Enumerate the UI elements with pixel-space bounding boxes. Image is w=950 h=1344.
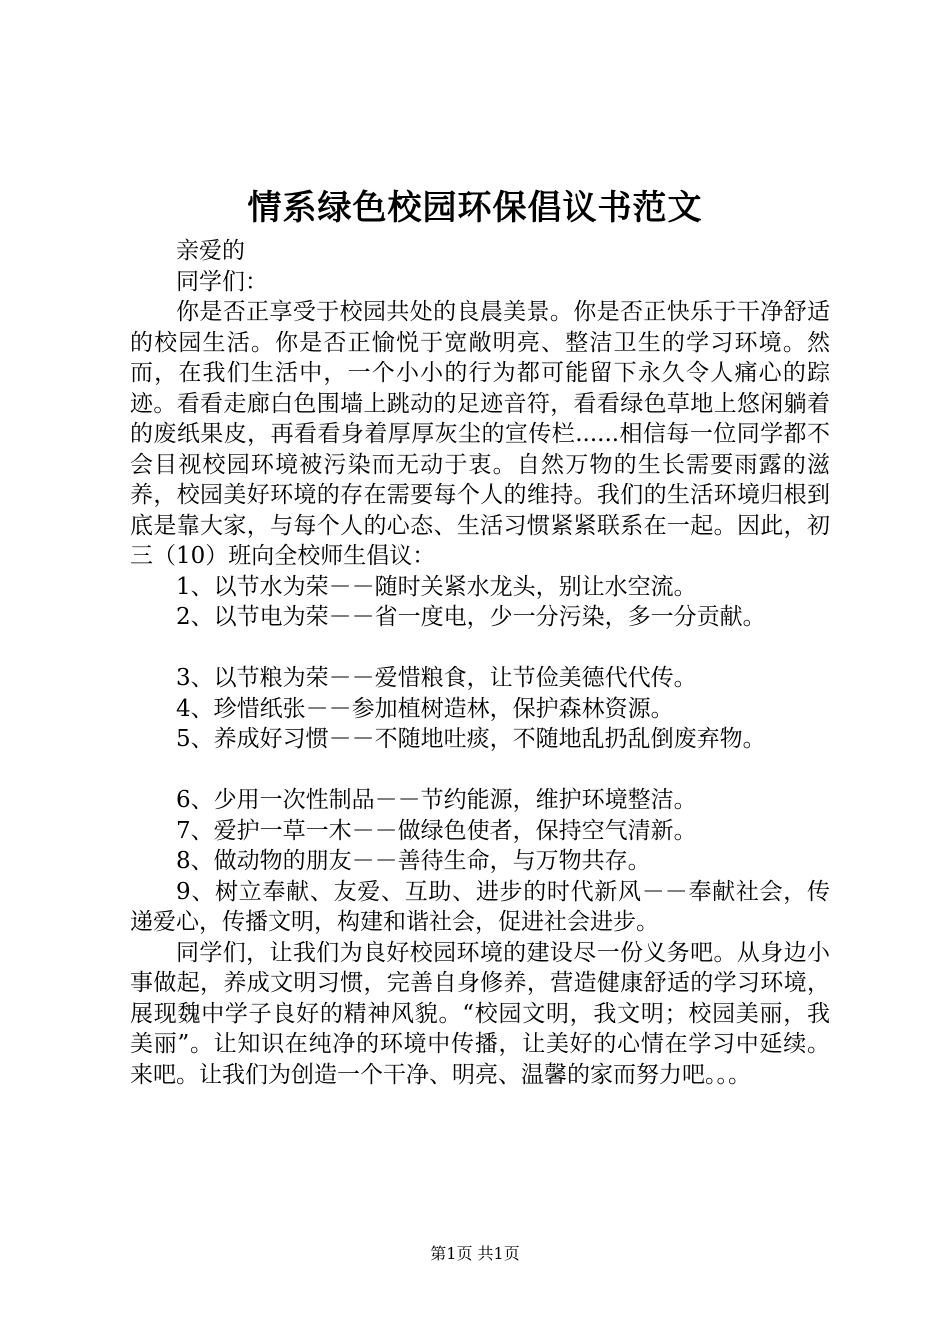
proposal-item: 9、树立奉献、友爱、互助、进步的时代新风－－奉献社会，传递爱心，传播文明，构建和谐社会，促进社会进步。: [130, 878, 830, 935]
proposal-item: 2、以节电为荣－－省一度电，少一分污染，多一分贡献。: [176, 604, 766, 630]
salutation-line: 亲爱的: [176, 238, 245, 264]
proposal-item: 8、做动物的朋友－－善待生命，与万物共存。: [176, 848, 651, 874]
intro-paragraph: 你是否正享受于校园共处的良晨美景。你是否正快乐于干净舒适的校园生活。你是否正愉悦于宽敞明亮、整洁卫生的学习环境。然而，在我们生活中，一个小小的行为都可能留下永久令人痛心的踪迹。看看走廊白色围墙上跳动的足迹音符，看看绿色草地上悠闲躺着的废纸果皮，再看看身着厚厚灰尘的宣传栏......相信每一位同学都不会目视校园环境被污染而无动于衷。自然万物的生长需要雨露的滋养，校园美好环境的存在需要每个人的维持。我们的生活环境归根到底是靠大家，与每个人的心态、生活习惯紧紧联系在一起。因此，初三（10）班向全校师生倡议：: [130, 299, 830, 569]
proposal-item: 4、珍惜纸张－－参加植树造林，保护森林资源。: [176, 695, 674, 722]
proposal-item: 1、以节水为荣－－随时关紧水龙头，别让水空流。: [176, 573, 697, 600]
closing-paragraph: 同学们，让我们为良好校园环境的建设尽一份义务吧。从身边小事做起，养成文明习惯，完善自身修养，营造健康舒适的学习环境，展现魏中学子良好的精神风貌。“校园文明，我文明；校园美丽，我美丽”。让知识在纯净的环境中传播，让美好的心情在学习中延续。来吧。让我们为创造一个干净、明亮、温馨的家而努力吧。。。: [130, 939, 830, 1088]
proposal-item: 5、养成好习惯－－不随地吐痰，不随地乱扔乱倒废弃物。: [176, 726, 766, 752]
document-body: [130, 236, 830, 1090]
page-footer: 第1页 共1页: [430, 1244, 520, 1263]
proposal-item: 7、爱护一草一木－－做绿色使者，保持空气清新。: [176, 817, 697, 844]
proposal-item: 3、以节粮为荣－－爱惜粮食，让节俭美德代代传。: [176, 665, 697, 691]
salutation-line: 同学们：: [176, 268, 268, 295]
proposal-item: 6、少用一次性制品－－节约能源，维护环境整洁。: [176, 787, 697, 813]
document-title: 情系绿色校园环保倡议书范文: [247, 188, 703, 228]
